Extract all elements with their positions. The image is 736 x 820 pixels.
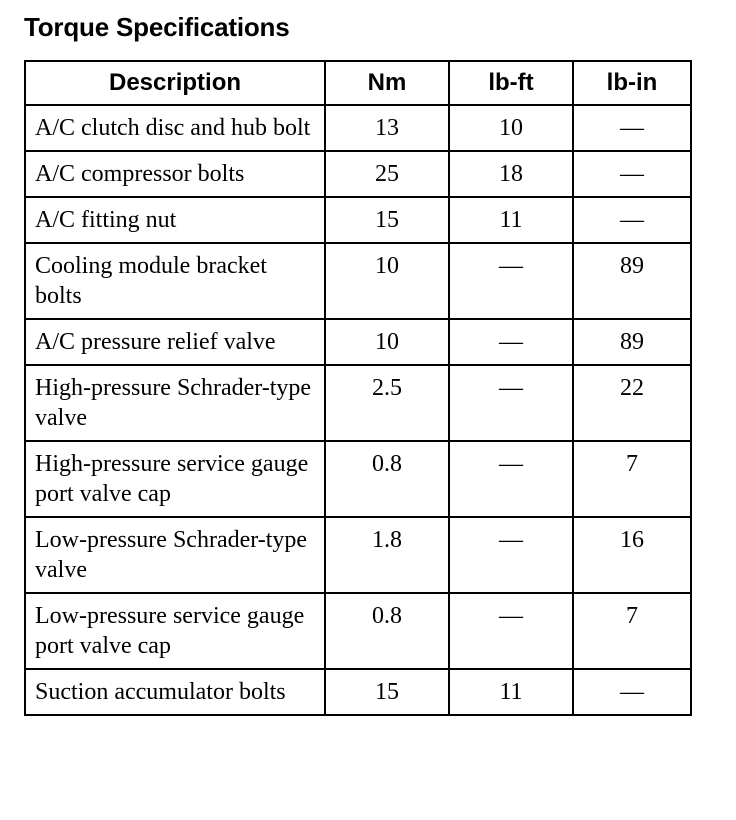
cell-nm: 2.5 bbox=[325, 365, 449, 441]
cell-lb-in: 16 bbox=[573, 517, 691, 593]
cell-description: Cooling module bracket bolts bbox=[25, 243, 325, 319]
cell-description: High-pressure service gauge port valve cap bbox=[25, 441, 325, 517]
table-body bbox=[25, 105, 691, 715]
cell-description: A/C pressure relief valve bbox=[25, 319, 325, 365]
table-row bbox=[25, 517, 691, 593]
cell-lb-ft: — bbox=[449, 243, 573, 319]
cell-lb-ft: — bbox=[449, 365, 573, 441]
table-row bbox=[25, 365, 691, 441]
column-header-lb-ft: lb-ft bbox=[449, 61, 573, 105]
cell-description: A/C fitting nut bbox=[25, 197, 325, 243]
cell-description: Low-pressure service gauge port valve cap bbox=[25, 593, 325, 669]
cell-description: Low-pressure Schrader-type valve bbox=[25, 517, 325, 593]
table-row bbox=[25, 441, 691, 517]
cell-lb-ft: 18 bbox=[449, 151, 573, 197]
page-title: Torque Specifications bbox=[24, 12, 290, 42]
table-row bbox=[25, 105, 691, 151]
cell-nm: 13 bbox=[325, 105, 449, 151]
cell-lb-in: 89 bbox=[573, 319, 691, 365]
cell-nm: 1.8 bbox=[325, 517, 449, 593]
cell-description: Suction accumulator bolts bbox=[25, 669, 325, 715]
cell-description: High-pressure Schrader-type valve bbox=[25, 365, 325, 441]
cell-lb-in: — bbox=[573, 197, 691, 243]
cell-lb-in: 22 bbox=[573, 365, 691, 441]
cell-lb-ft: 10 bbox=[449, 105, 573, 151]
cell-lb-ft: 11 bbox=[449, 669, 573, 715]
cell-lb-in: 7 bbox=[573, 593, 691, 669]
cell-description: A/C compressor bolts bbox=[25, 151, 325, 197]
cell-nm: 0.8 bbox=[325, 441, 449, 517]
table-row bbox=[25, 319, 691, 365]
table-row bbox=[25, 197, 691, 243]
cell-nm: 15 bbox=[325, 669, 449, 715]
cell-lb-ft: — bbox=[449, 319, 573, 365]
torque-specifications-table bbox=[24, 60, 692, 716]
cell-nm: 10 bbox=[325, 243, 449, 319]
table-row bbox=[25, 151, 691, 197]
cell-nm: 25 bbox=[325, 151, 449, 197]
column-header-nm: Nm bbox=[325, 61, 449, 105]
cell-lb-ft: 11 bbox=[449, 197, 573, 243]
table-header-row bbox=[25, 61, 691, 105]
table-row bbox=[25, 669, 691, 715]
cell-lb-in: — bbox=[573, 105, 691, 151]
column-header-lb-in: lb-in bbox=[573, 61, 691, 105]
table-row bbox=[25, 243, 691, 319]
cell-nm: 10 bbox=[325, 319, 449, 365]
cell-lb-ft: — bbox=[449, 441, 573, 517]
cell-description: A/C clutch disc and hub bolt bbox=[25, 105, 325, 151]
cell-lb-ft: — bbox=[449, 517, 573, 593]
table-row bbox=[25, 593, 691, 669]
cell-lb-in: 89 bbox=[573, 243, 691, 319]
cell-lb-in: 7 bbox=[573, 441, 691, 517]
cell-nm: 0.8 bbox=[325, 593, 449, 669]
cell-lb-ft: — bbox=[449, 593, 573, 669]
cell-lb-in: — bbox=[573, 669, 691, 715]
cell-lb-in: — bbox=[573, 151, 691, 197]
cell-nm: 15 bbox=[325, 197, 449, 243]
column-header-description: Description bbox=[25, 61, 325, 105]
